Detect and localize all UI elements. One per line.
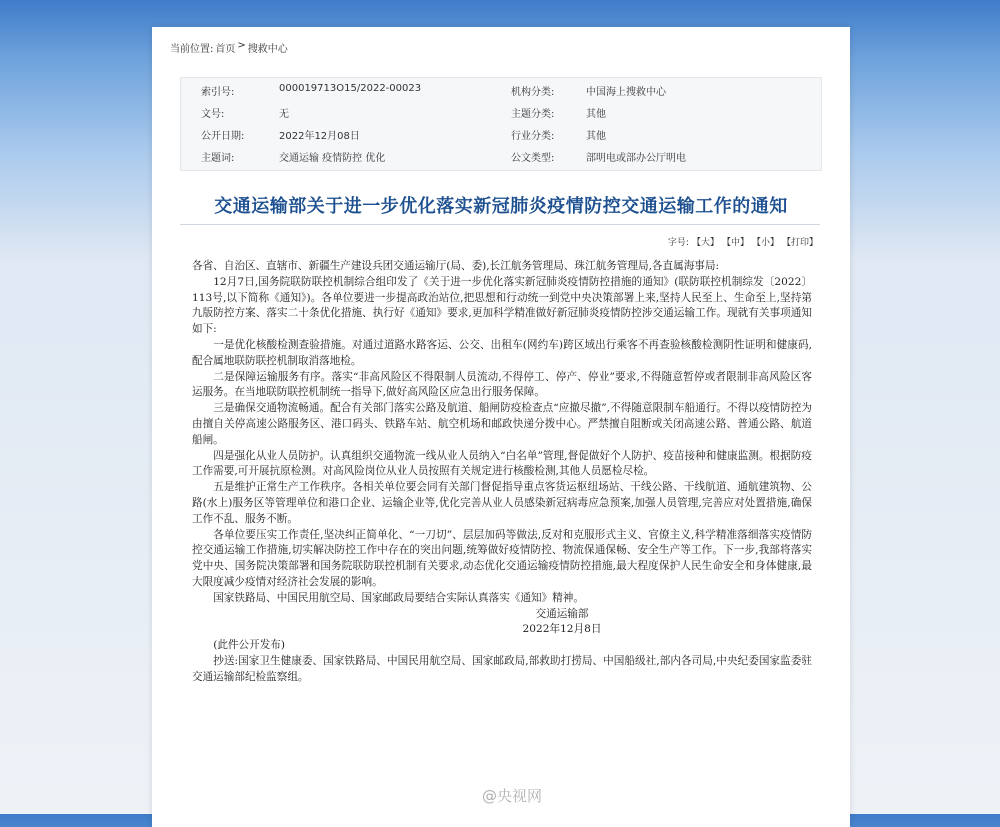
- font-size-medium-button[interactable]: 【中】: [721, 238, 749, 248]
- body-paragraph: 各单位要压实工作责任,坚决纠正简单化、“一刀切”、层层加码等做法,反对和克服形式主义、官僚主义,科学精准落细落实疫情防控交通运输工作措施,切实解决防控工作中存在的突出问题,统筹做好疫情防控、物流保通保畅、安全生产等工作。下一步,我部将落实党中央、国务院决策部署和国务院联防联控机制有关要求,动态优化交通运输疫情防控措施,最大程度保护人民生命安全和身体健康,最大限度减少疫情对经济社会发展的影响。: [192, 528, 812, 588]
- meta-row: [181, 144, 821, 166]
- public-release-note: (此件公开发布): [213, 639, 286, 652]
- watermark: @央视网: [482, 787, 543, 805]
- meta-row: [181, 122, 821, 144]
- cc-list: 抄送:国家卫生健康委、国家铁路局、中国民用航空局、国家邮政局,部救助打捞局、中国船级社,部内各司局,中央纪委国家监委驻交通运输部纪检监察组。: [192, 654, 812, 683]
- document-page: [152, 27, 850, 827]
- title-divider: [180, 224, 820, 225]
- document-meta-table: [180, 77, 822, 171]
- breadcrumb: [170, 40, 288, 55]
- meta-value: 000019713O15/2022-00023: [279, 83, 422, 94]
- body-paragraph: 一是优化核酸检测查验措施。对通过道路水路客运、公交、出租车(网约车)跨区域出行乘客不再查验核酸检测阴性证明和健康码,配合属地联防联控机制取消落地检。: [192, 338, 812, 367]
- body-paragraph: 四是强化从业人员防护。认真组织交通物流一线从业人员纳入“白名单”管理,督促做好个人防护、疫苗接种和健康监测。根据防疫工作需要,可开展抗原检测。对高风险岗位从业人员按照有关规定进行核酸检测,其他人员愿检尽检。: [192, 449, 812, 478]
- meta-row: [181, 100, 821, 122]
- meta-value: 其他: [586, 109, 606, 120]
- meta-label: 公文类型:: [511, 153, 555, 164]
- meta-value: 其他: [586, 131, 606, 142]
- breadcrumb-current-link[interactable]: 搜救中心: [247, 44, 288, 55]
- font-size-large-button[interactable]: 【大】: [691, 238, 719, 248]
- meta-label: 主题分类:: [511, 109, 555, 120]
- body-paragraph: 12月7日,国务院联防联控机制综合组印发了《关于进一步优化落实新冠肺炎疫情防控措施的通知》(联防联控机制综发〔2022〕113号,以下简称《通知》)。各单位要进一步提高政治站位,把思想和行动统一到党中央决策部署上来,坚持人民至上、生命至上,坚持第九版防控方案、落实二十条优化措施、执行好《通知》要求,更加科学精准做好新冠肺炎疫情防控涉交通运输工作。现就有关事项通知如下:: [192, 275, 812, 336]
- breadcrumb-prefix: 当前位置:: [170, 44, 214, 55]
- meta-value: 交通运输 疫情防控 优化: [279, 153, 386, 164]
- meta-label: 索引号:: [201, 87, 235, 98]
- meta-label: 主题词:: [201, 153, 235, 164]
- meta-row: [181, 78, 821, 100]
- document-body: [192, 259, 812, 686]
- signature-organization: 交通运输部: [535, 607, 589, 620]
- font-size-small-button[interactable]: 【小】: [751, 238, 779, 248]
- body-paragraph: 三是确保交通物流畅通。配合有关部门落实公路及航道、船闸防疫检查点“应撤尽撤”,不得随意限制车船通行。不得以疫情防控为由擅自关停高速公路服务区、港口码头、铁路车站、航空机场和邮政快递分拨中心。严禁擅自阻断或关闭高速公路、普通公路、航道船闸。: [192, 402, 812, 446]
- meta-value: 无: [279, 109, 289, 120]
- meta-value: 部明电或部办公厅明电: [586, 153, 686, 164]
- breadcrumb-home-link[interactable]: 首页: [215, 44, 236, 55]
- meta-label: 公开日期:: [201, 131, 245, 142]
- body-paragraph: 五是维护正常生产工作秩序。各相关单位要会同有关部门督促指导重点客货运枢纽场站、干线公路、干线航道、通航建筑物、公路(水上)服务区等管理单位和港口企业、运输企业等,优化完善从业人员感染新冠病毒应急预案,加强人员管理,完善应对处置措施,确保工作不乱、服务不断。: [192, 481, 812, 525]
- font-size-label: 字号:: [667, 238, 689, 248]
- signature-date: 2022年12月8日: [522, 623, 602, 636]
- salutation: 各省、自治区、直辖市、新疆生产建设兵团交通运输厅(局、委),长江航务管理局、珠江航务管理局,各直属海事局:: [192, 260, 720, 272]
- font-size-controls: [668, 235, 818, 248]
- document-title: 交通运输部关于进一步优化落实新冠肺炎疫情防控交通运输工作的通知: [214, 196, 788, 217]
- meta-value: 中国海上搜救中心: [586, 87, 666, 98]
- meta-label: 机构分类:: [511, 87, 555, 98]
- breadcrumb-separator: >: [237, 40, 246, 51]
- body-paragraph: 国家铁路局、中国民用航空局、国家邮政局要结合实际认真落实《通知》精神。: [213, 591, 584, 604]
- meta-value: 2022年12月08日: [279, 131, 360, 142]
- print-button[interactable]: 【打印】: [781, 238, 818, 248]
- meta-label: 行业分类:: [511, 131, 555, 142]
- body-paragraph: 二是保障运输服务有序。落实“非高风险区不得限制人员流动,不得停工、停产、停业”要求,不得随意暂停或者限制非高风险区客运服务。在当地联防联控机制统一指导下,做好高风险区应急出行服务保障。: [192, 370, 812, 399]
- meta-label: 文号:: [201, 109, 225, 120]
